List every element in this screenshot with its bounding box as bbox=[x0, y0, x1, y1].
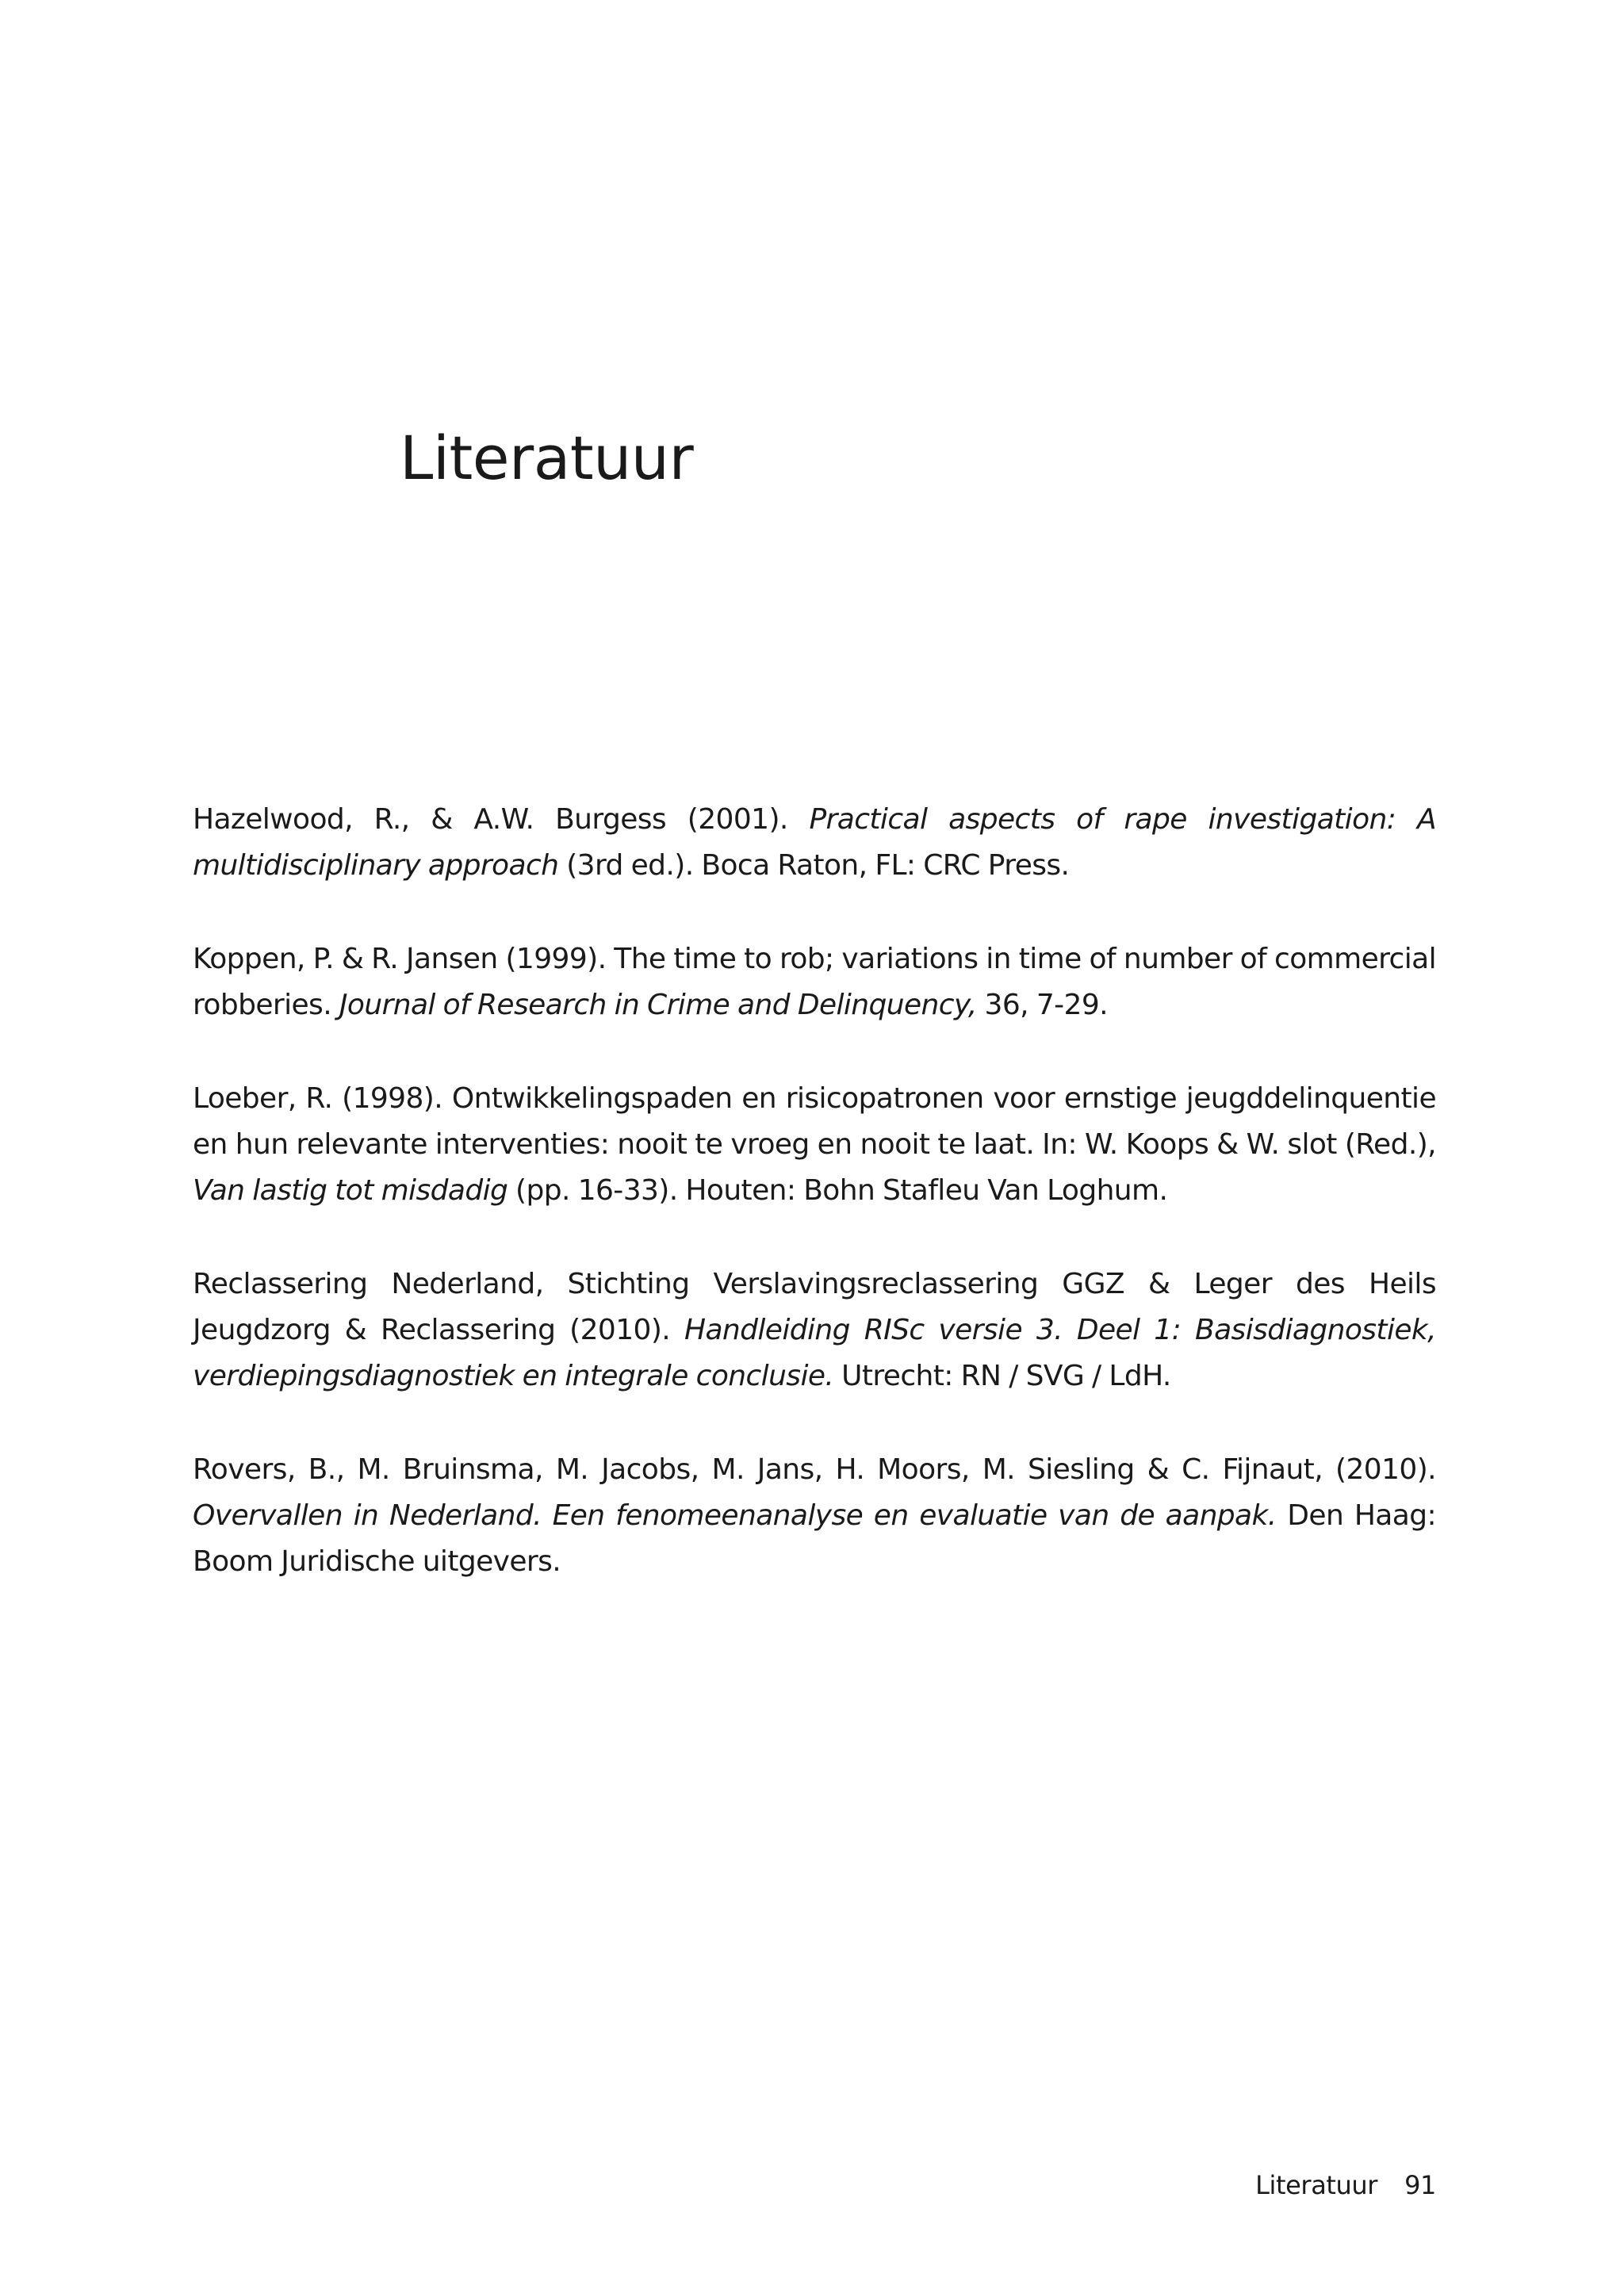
reference-text: Hazelwood, R., & A.W. Burgess (2001). bbox=[193, 803, 810, 836]
reference-item bbox=[193, 1076, 1436, 1214]
footer-section-title: Literatuur bbox=[1255, 2170, 1378, 2200]
reference-item bbox=[193, 1447, 1436, 1585]
reference-text: Den Haag: Boom Juridische uitgevers. bbox=[193, 1499, 1436, 1578]
reference-item bbox=[193, 936, 1436, 1028]
reference-text: 36, 7-29. bbox=[976, 989, 1108, 1021]
running-footer bbox=[1255, 2166, 1436, 2204]
page-number: 91 bbox=[1404, 2170, 1436, 2200]
reference-list bbox=[193, 797, 1436, 1633]
reference-text: Loeber, R. (1998). Ontwikkelingspaden en risicopatronen voor ernstige jeugddelinquentie en hun relevante interventies: nooit te vroeg en nooit te laat. In: W. Koops & W. slot (Red.), bbox=[193, 1082, 1436, 1161]
reference-text: (pp. 16-33). Houten: Bohn Stafleu Van Loghum. bbox=[508, 1174, 1168, 1207]
reference-title: Overvallen in Nederland. Een fenomeenanalyse en evaluatie van de aanpak. bbox=[193, 1499, 1277, 1532]
reference-title: Journal of Research in Crime and Delinquency, bbox=[339, 989, 977, 1021]
reference-text: Utrecht: RN / SVG / LdH. bbox=[833, 1360, 1171, 1392]
reference-text: Rovers, B., M. Bruinsma, M. Jacobs, M. Jans, H. Moors, M. Siesling & C. Fijnaut, (2010). bbox=[193, 1453, 1436, 1486]
reference-text: Koppen, P. & R. Jansen (1999). The time to rob; variations in time of number of commercial robberies. bbox=[193, 943, 1436, 1021]
chapter-title: Literatuur bbox=[400, 423, 694, 493]
reference-item bbox=[193, 797, 1436, 889]
reference-title: Handleiding RISc versie 3. Deel 1: Basisdiagnostiek, verdiepingsdiagnostiek en integrale conclusie. bbox=[193, 1314, 1436, 1392]
reference-title: Practical aspects of rape investigation: A multidisciplinary approach bbox=[193, 803, 1436, 882]
reference-item bbox=[193, 1261, 1436, 1399]
reference-text: (3rd ed.). Boca Raton, FL: CRC Press. bbox=[558, 849, 1070, 882]
reference-title: Van lastig tot misdadig bbox=[193, 1174, 508, 1207]
reference-text: Reclassering Nederland, Stichting Verslavingsreclassering GGZ & Leger des Heils Jeugdzorg & Reclassering (2010). bbox=[193, 1268, 1436, 1346]
